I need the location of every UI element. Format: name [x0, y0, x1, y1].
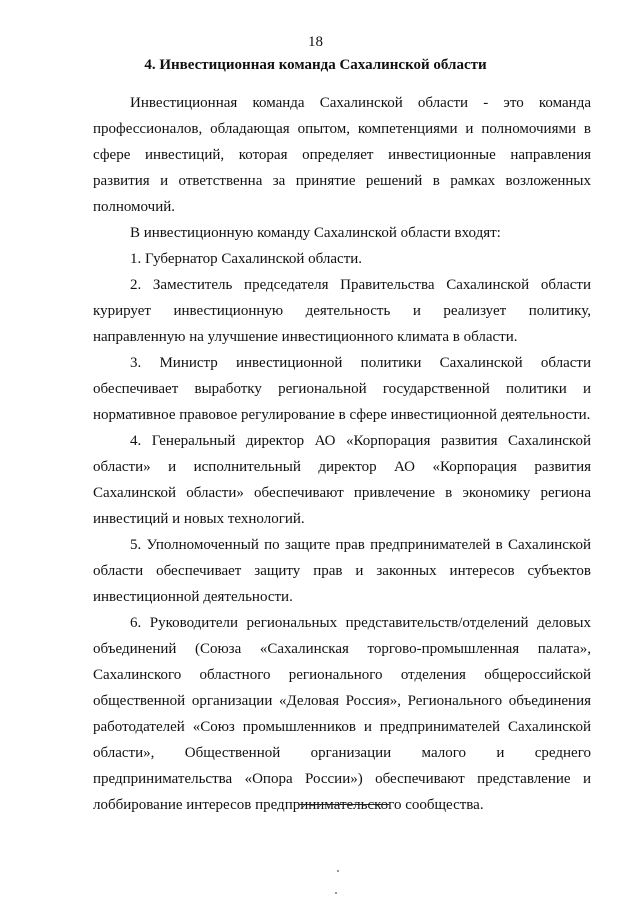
list-item-deputy-chairman: 2. Заместитель председателя Правительства Сахалинской области курирует инвестиционную деятельность и реализует политику, направленную на улучшение инвестиционного климата в области. — [93, 277, 591, 345]
list-item-business-associations: 6. Руководители региональных представительств/отделений деловых объединений (Союза «Сахалинская торгово-промышленная палата», Сахалинского областного регионального отделения общероссийской общественной организации «Деловая Россия», Регионального объединения работодателей «Союз промышленников и предпринимателей Сахалинской области», Общественной организации малого и среднего предпринимательства «Опора России») обеспечивают представление и лоббирование интересов предпринимательского сообщества. — [93, 615, 591, 813]
page-number: 18 — [308, 34, 323, 50]
list-item-ombudsman: 5. Уполномоченный по защите прав предпринимателей в Сахалинской области обеспечивает защиту прав и законных интересов субъектов инвестиционной деятельности. — [93, 537, 591, 605]
scan-speck — [335, 892, 337, 894]
intro-paragraph: Инвестиционная команда Сахалинской области - это команда профессионалов, обладающая опытом, компетенциями и полномочиями в сфере инвестиций, которая определяет инвестиционные направления развития и ответственна за принятие решений в рамках возложенных полномочий. — [93, 95, 591, 215]
section-heading: 4. Инвестиционная команда Сахалинской области — [144, 57, 487, 73]
end-divider-line — [299, 804, 389, 805]
list-intro-paragraph: В инвестиционную команду Сахалинской области входят: — [130, 225, 501, 241]
document-body — [93, 90, 591, 818]
list-item-minister: 3. Министр инвестиционной политики Сахалинской области обеспечивает выработку региональной государственной политики и нормативное правовое регулирование в сфере инвестиционной деятельности. — [93, 355, 591, 423]
scan-speck — [337, 870, 339, 872]
list-item-corporation-directors: 4. Генеральный директор АО «Корпорация развития Сахалинской области» и исполнительный директор АО «Корпорация развития Сахалинской области» обеспечивают привлечение в экономику региона инвестиций и новых технологий. — [93, 433, 591, 527]
list-item-governor: 1. Губернатор Сахалинской области. — [130, 251, 363, 267]
